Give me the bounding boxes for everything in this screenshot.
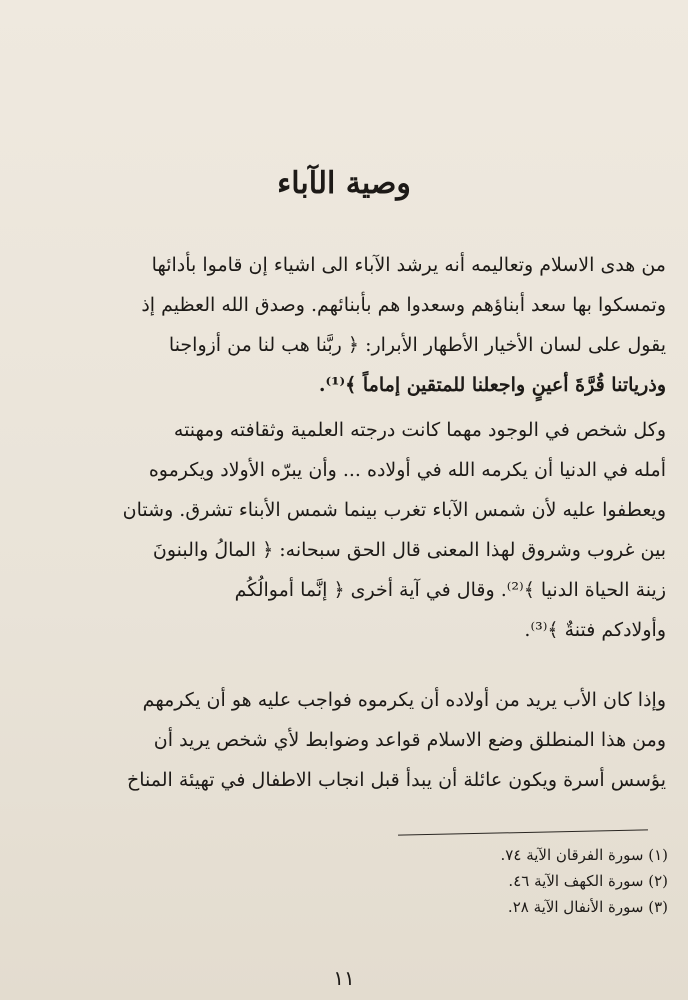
text-line: أمله في الدنيا أن يكرمه الله في أولاده ... وأن يبرّه الأولاد ويكرموه xyxy=(148,459,666,481)
text-line: وتمسكوا بها سعد أبناؤهم وسعدوا هم بأبنائهم. وصدق الله العظيم إذ xyxy=(141,294,666,316)
paragraph-3 xyxy=(58,680,666,800)
text-line: ومن هذا المنطلق وضع الاسلام قواعد وضوابط لأي شخص يريد أن xyxy=(153,729,666,751)
text-line: من هدى الاسلام وتعاليمه أنه يرشد الآباء الى اشياء إن قاموا بأدائها xyxy=(151,254,666,276)
text-line: زينة الحياة الدنيا ﴾⁽²⁾. وقال في آية أخرى ﴿ إنَّما أموالُكُم xyxy=(234,579,666,601)
footnote: (٢) سورة الكهف الآية ٤٦. xyxy=(508,872,668,890)
page-title: وصية الآباء xyxy=(277,166,411,201)
text-line: وأولادكم فتنةٌ ﴾⁽³⁾. xyxy=(524,619,666,641)
text-line: يقول على لسان الأخيار الأطهار الأبرار: ﴿ ربَّنا هب لنا من أزواجنا xyxy=(168,334,666,356)
text-line: ويعطفوا عليه لأن شمس الآباء تغرب بينما شمس الأبناء تشرق. وشتان xyxy=(122,499,666,521)
page-number: ١١ xyxy=(333,966,355,990)
text-line: يؤسس أسرة ويكون عائلة أن يبدأ قبل انجاب الاطفال في تهيئة المناخ xyxy=(126,769,666,791)
footnote-divider xyxy=(398,829,648,835)
text-line: وكل شخص في الوجود مهما كانت درجته العلمية وثقافته ومهنته xyxy=(173,419,666,441)
text-line: وإذا كان الأب يريد من أولاده أن يكرموه فواجب عليه هو أن يكرمهم xyxy=(142,689,666,711)
footnote: (١) سورة الفرقان الآية ٧٤. xyxy=(500,846,668,864)
paragraph-2 xyxy=(58,410,666,650)
paragraph-1 xyxy=(58,245,666,405)
text-line: بين غروب وشروق لهذا المعنى قال الحق سبحانه: ﴿ المالُ والبنونَ xyxy=(152,539,666,561)
footnote: (٣) سورة الأنفال الآية ٢٨. xyxy=(507,898,668,916)
footnotes xyxy=(348,842,668,920)
text-line: وذرياتنا قُرَّةَ أعينٍ واجعلنا للمتقين إماماً ﴾⁽¹⁾. xyxy=(318,374,666,396)
